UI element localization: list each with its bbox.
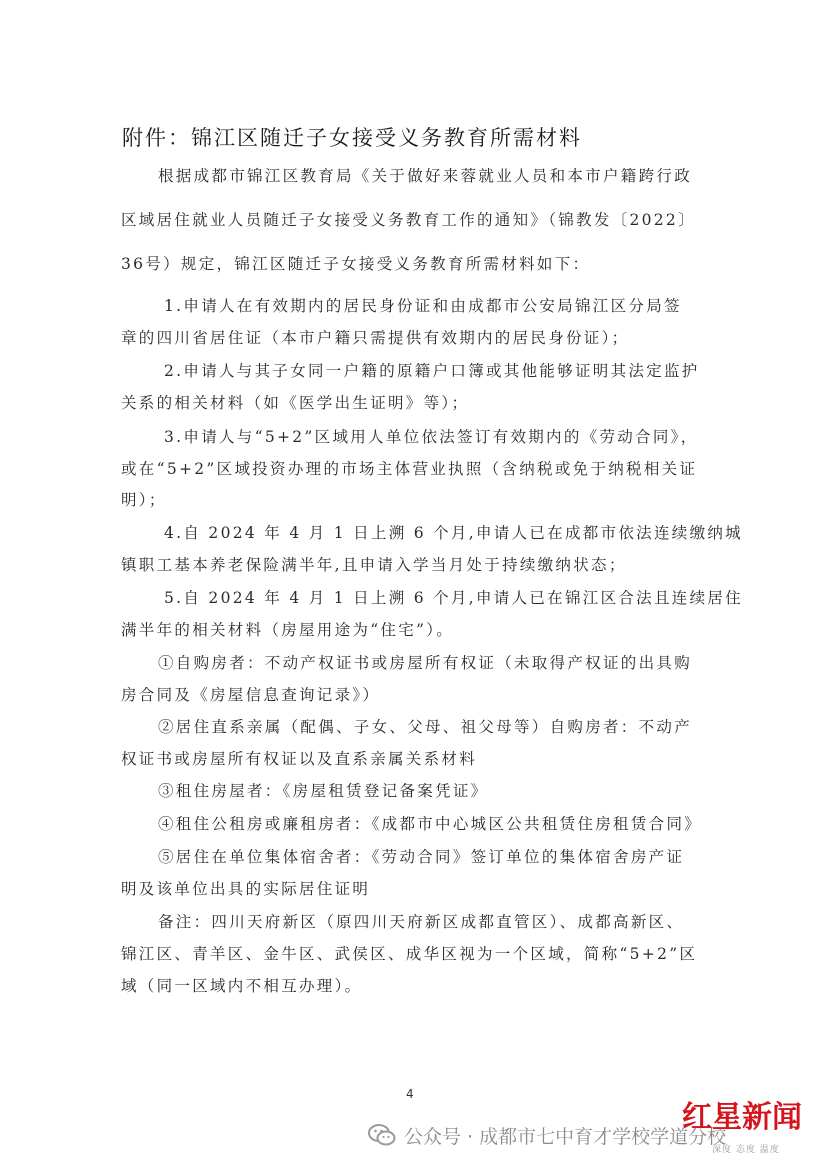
list-item-4: 镇职工基本养老保险满半年,且申请入学当月处于持续缴纳状态；	[121, 556, 627, 574]
list-item-5: 5.自 2024 年 4 月 1 日上溯 6 个月,申请人已在锦江区合法且连续居住	[164, 589, 743, 607]
note-line: 备注：四川天府新区（原四川天府新区成都直管区）、成都高新区、	[158, 913, 685, 931]
brand-logo-text: 红星新闻	[682, 1100, 802, 1135]
sub-item-4: ④租住公租房或廉租房者：《成都市中心城区公共租赁住房租赁合同》	[158, 815, 703, 833]
sub-item-1: ①自购房者：不动产权证书或房屋所有权证（未取得产权证的出具购	[158, 654, 693, 672]
intro-line: 区域居住就业人员随迁子女接受义务教育工作的通知》（锦教发〔2022〕	[121, 211, 696, 229]
list-item-3: 3.申请人与“5+2”区域用人单位依法签订有效期内的《劳动合同》，	[164, 428, 699, 446]
sub-item-3: ③租住房屋者：《房屋租赁登记备案凭证》	[158, 782, 489, 800]
list-item-2: 关系的相关材料（如《医学出生证明》等）；	[121, 394, 470, 412]
list-item-4: 4.自 2024 年 4 月 1 日上溯 6 个月,申请人已在成都市依法连续缴纳城	[164, 524, 743, 542]
list-item-1: 1.申请人在有效期内的居民身份证和由成都市公安局锦江区分局签	[164, 297, 682, 315]
sub-item-5: 明及该单位出具的实际居住证明	[121, 880, 371, 898]
sub-item-2: ②居住直系亲属（配偶、子女、父母、祖父母等）自购房者：不动产	[158, 718, 693, 736]
list-item-1: 章的四川省居住证（本市户籍只需提供有效期内的居民身份证）；	[121, 329, 630, 347]
wechat-icon	[368, 1123, 396, 1147]
list-item-3: 或在“5+2”区域投资办理的市场主体营业执照（含纳税或免于纳税相关证	[121, 460, 698, 478]
page-number: 4	[406, 1087, 414, 1101]
list-item-2: 2.申请人与其子女同一户籍的原籍户口簿或其他能够证明其法定监护	[164, 362, 700, 380]
sub-item-2: 权证书或房屋所有权证以及直系亲属关系材料	[121, 750, 478, 768]
brand-slogan: 深度 态度 温度	[712, 1145, 780, 1155]
list-item-5: 满半年的相关材料（房屋用途为“住宅”）。	[121, 621, 455, 639]
sub-item-1: 房合同及《房屋信息查询记录》）	[121, 686, 381, 704]
watermark-text: 公众号 · 成都市七中育才学校学道分校	[404, 1125, 727, 1148]
document-title: 附件：锦江区随迁子女接受义务教育所需材料	[122, 126, 582, 150]
hongxing-news-logo	[682, 1098, 812, 1160]
note-line: 域（同一区域内不相互办理）。	[121, 977, 363, 995]
note-line: 锦江区、青羊区、金牛区、武侯区、成华区视为一个区域，简称“5+2”区	[121, 945, 698, 963]
intro-line: 36号）规定，锦江区随迁子女接受义务教育所需材料如下：	[121, 255, 591, 273]
wechat-watermark	[368, 1118, 726, 1152]
sub-item-5: ⑤居住在单位集体宿舍者：《劳动合同》签订单位的集体宿舍房产证	[158, 848, 685, 866]
list-item-3: 明）；	[121, 491, 167, 509]
intro-line: 根据成都市锦江区教育局《关于做好来蓉就业人员和本市户籍跨行政	[158, 167, 693, 185]
